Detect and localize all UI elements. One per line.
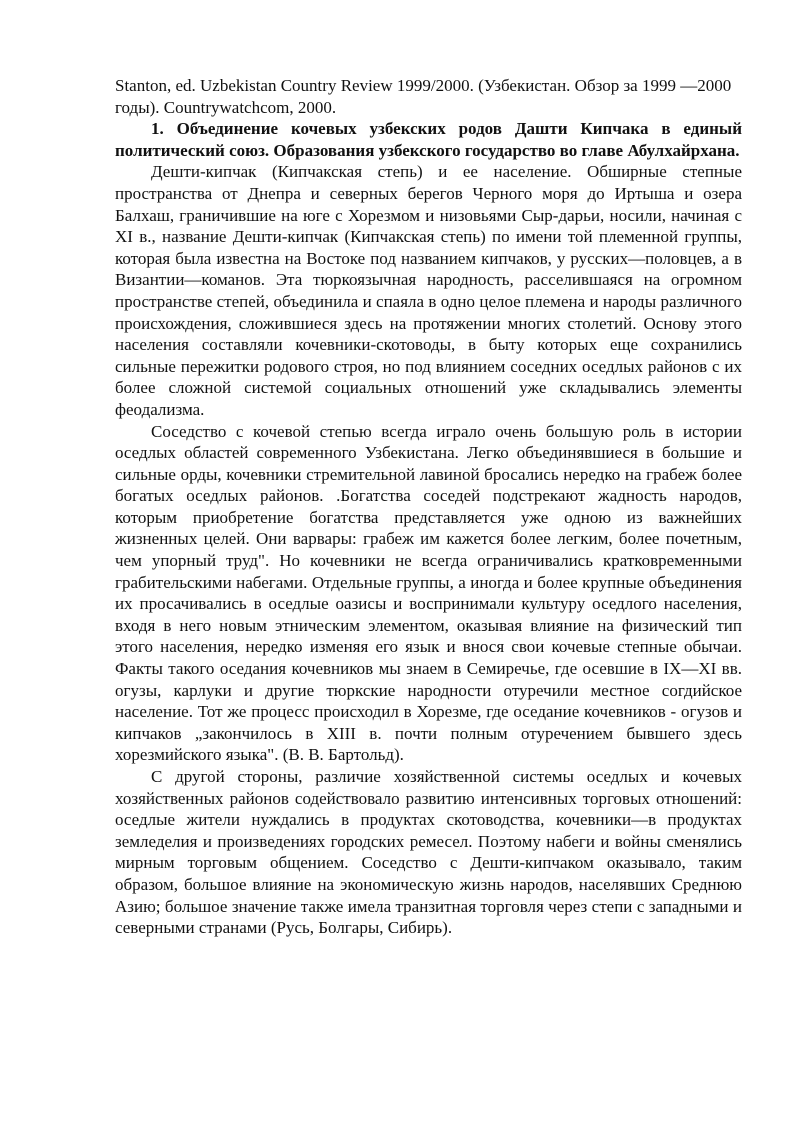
bibliography-reference: Stanton, ed. Uzbekistan Country Review 1999/2000. (Узбекистан. Обзор за 1999 —2000 годы). Countrywatchcom, 2000.: [115, 76, 732, 117]
body-paragraph: Дешти-кипчак (Кипчакская степь) и ее население. Обширные степные пространства от Днепра и северных берегов Черного моря до Иртыша и озера Балхаш, граничившие на юге с Хорезмом и низовьями Сыр-дарьи, носили, начиная с XI в., название Дешти-кипчак (Кипчакская степь) по имени той племенной группы, которая была известна на Востоке под названием кипчаков, у русских—половцев, а в Византии—команов. Эта тюркоязычная народность, расселившаяся на огромном пространстве степей, объединила и спаяла в одно целое племена и народы различного происхождения, сложившиеся здесь на протяжении многих столетий. Основу этого населения составляли кочевники-скотоводы, в быту которых еще сохранились сильные пережитки родового строя, но под влиянием соседних оседлых районов с их более сложной системой социальных отношений уже складывались элементы феодализма.: [115, 162, 742, 419]
body-paragraph: С другой стороны, различие хозяйственной системы оседлых и кочевых хозяйственных районов содействовало развитию интенсивных торговых отношений: оседлые жители нуждались в продуктах скотоводства, кочевники—в продуктах земледелия и произведениях городских ремесел. Поэтому набеги и войны сменялись мирным торговым общением. Соседство с Дешти-кипчаком оказывало, таким образом, большое влияние на экономическую жизнь народов, населявших Среднюю Азию; большое значение также имела транзитная торговля через степи с западными и северными странами (Русь, Болгары, Сибирь).: [115, 767, 742, 938]
document-page: [115, 75, 742, 939]
section-heading: 1. Объединение кочевых узбекских родов Дашти Кипчака в единый политический союз. Образования узбекского государство во главе Абулхайрхана.: [115, 119, 742, 160]
body-paragraph: Соседство с кочевой степью всегда играло очень большую роль в истории оседлых областей современного Узбекистана. Легко объединявшиеся в большие и сильные орды, кочевники стремительной лавиной бросались нередко на грабеж более богатых оседлых районов. .Богатства соседей подстрекают жадность народов, которым приобретение богатства представляется уже одною из важнейших жизненных целей. Они варвары: грабеж им кажется более легким, более почетным, чем упорный труд". Но кочевники не всегда ограничивались кратковременными грабительскими набегами. Отдельные группы, а иногда и более крупные объединения их просачивались в оседлые оазисы и воспринимали культуру оседлого населения, входя в него новым этническим элементом, оказывая влияние на физический тип этого населения, нередко изменяя его язык и внося свои кочевые степные обычаи. Факты такого оседания кочевников мы знаем в Семиречье, где осевшие в IX—XI вв. огузы, карлуки и другие тюркские народности отуречили местное согдийское население. Тот же процесс происходил в Хорезме, где оседание кочевников - огузов и кипчаков „закончилось в XIII в. почти полным отуречением бывшего здесь хорезмийского языка". (В. В. Бартольд).: [115, 421, 742, 765]
